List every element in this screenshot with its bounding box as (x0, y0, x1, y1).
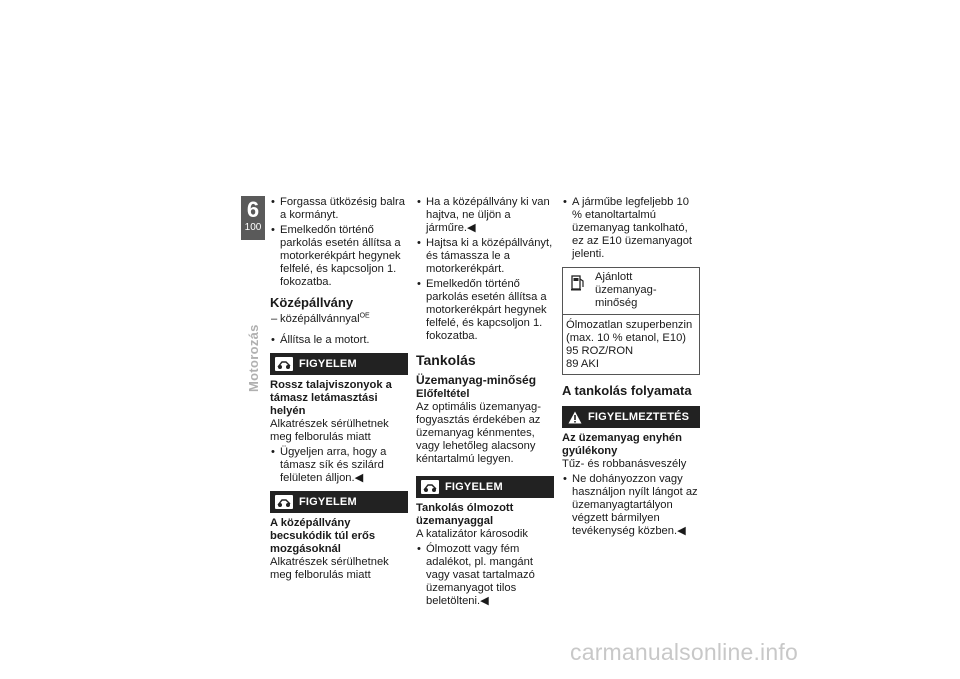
warning-banner (562, 406, 700, 428)
column-3 (562, 196, 700, 540)
list-item: • Hajtsa ki a középállványt, és támassza le a motorkerékpárt. (416, 237, 554, 276)
notice-title: Tankolás ólmozott üzemanyaggal (416, 502, 514, 527)
section-heading-tankolas: Tankolás (416, 352, 476, 368)
list-item: • Emelkedőn történő parkolás esetén állítsa a motorkerékpárt hegynek felfelé, és kapcsoljon 1. fokozatba. (270, 224, 408, 289)
notice-title: A középállvány becsukódik túl erős mozgásoknál (270, 517, 376, 555)
list-item: • Emelkedőn történő parkolás esetén állítsa a motorkerékpárt hegynek felfelé, és kapcsoljon 1. fokozatba. (416, 278, 554, 343)
motorcycle-notice-icon (421, 480, 439, 494)
notice-label: FIGYELEM (299, 495, 357, 508)
column-1 (270, 196, 408, 584)
warning-title: Az üzemanyag enyhén gyúlékony (562, 432, 682, 457)
subsubheading-elofeltetel: Előfeltétel (416, 388, 470, 400)
list-item: • Ha a középállvány ki van hajtva, ne üljön a járműre.◀ (416, 196, 554, 235)
table-line: 89 AKI (566, 358, 599, 370)
column-2 (416, 196, 554, 610)
table-line: Ólmozatlan szuperbenzin (max. 10 % etanol, E10) (566, 319, 693, 344)
end-mark-icon: ◀ (354, 472, 364, 484)
notice-text: A katalizátor károsodik (416, 528, 528, 540)
table-body (563, 315, 699, 374)
section-heading-kozepallvany: Középállvány (270, 295, 354, 310)
list-item: • Forgassa ütközésig balra a kormányt. (270, 196, 408, 222)
table-header-text: Ajánlott üzemanyag-minőség (595, 271, 657, 309)
list-item: • Ólmozott vagy fém adalékot, pl. mangánt vagy vasat tartalmazó üzemanyagot tilos beletölteni.◀ (416, 543, 554, 608)
chapter-label: Motorozás (246, 324, 261, 392)
chapter-tab (241, 196, 265, 240)
notice-banner (416, 476, 554, 498)
dash-item: – középállvánnyal$^{OE}$ (270, 313, 408, 326)
warning-triangle-icon (568, 411, 582, 424)
end-mark-icon: ◀ (677, 525, 686, 537)
subheading-uzemanyag-minoseg: Üzemanyag-minőség (416, 373, 537, 387)
list-item: • Ne dohányozzon vagy használjon nyílt lángot az üzemanyagtartályon végzett bármilyen tevékenység közben.◀ (562, 473, 700, 538)
warning-text: Tűz- és robbanásveszély (562, 458, 687, 470)
fuel-quality-table (562, 267, 700, 375)
section-heading-tankolas-folyamata: A tankolás folyamata (562, 383, 692, 398)
notice-label: FIGYELEM (445, 480, 503, 493)
table-line: 95 ROZ/RON (566, 345, 634, 357)
paragraph: Az optimális üzemanyag-fogyasztás érdekében az üzemanyag kénmentes, vagy lehetőleg alacsony kéntartalmú legyen. (416, 401, 541, 465)
notice-text: Alkatrészek sérülhetnek meg felborulás miatt (270, 418, 389, 443)
list-item: • A járműbe legfeljebb 10 % etanoltartalmú üzemanyag tankolható, ez az E10 üzemanyagot jelenti. (562, 196, 700, 261)
notice-label: FIGYELEM (299, 357, 357, 370)
notice-title: Rossz talajviszonyok a támasz letámasztási helyén (270, 379, 392, 417)
warning-label: FIGYELMEZTETÉS (588, 410, 690, 423)
table-header-row (563, 268, 699, 315)
end-mark-icon: ◀ (467, 222, 476, 234)
page-number: 100 (241, 222, 265, 234)
fuel-pump-icon (571, 273, 585, 291)
list-item: • Állítsa le a motort. (270, 334, 408, 347)
notice-banner (270, 353, 408, 375)
notice-banner (270, 491, 408, 513)
notice-text: Alkatrészek sérülhetnek meg felborulás miatt (270, 556, 389, 581)
motorcycle-notice-icon (275, 357, 293, 371)
list-item: • Ügyeljen arra, hogy a támasz sík és szilárd felületen álljon.◀ (270, 446, 408, 485)
watermark: carmanualsonline.info (570, 639, 798, 665)
chapter-number: 6 (246, 197, 260, 222)
end-mark-icon: ◀ (480, 595, 489, 607)
motorcycle-notice-icon (275, 495, 293, 509)
